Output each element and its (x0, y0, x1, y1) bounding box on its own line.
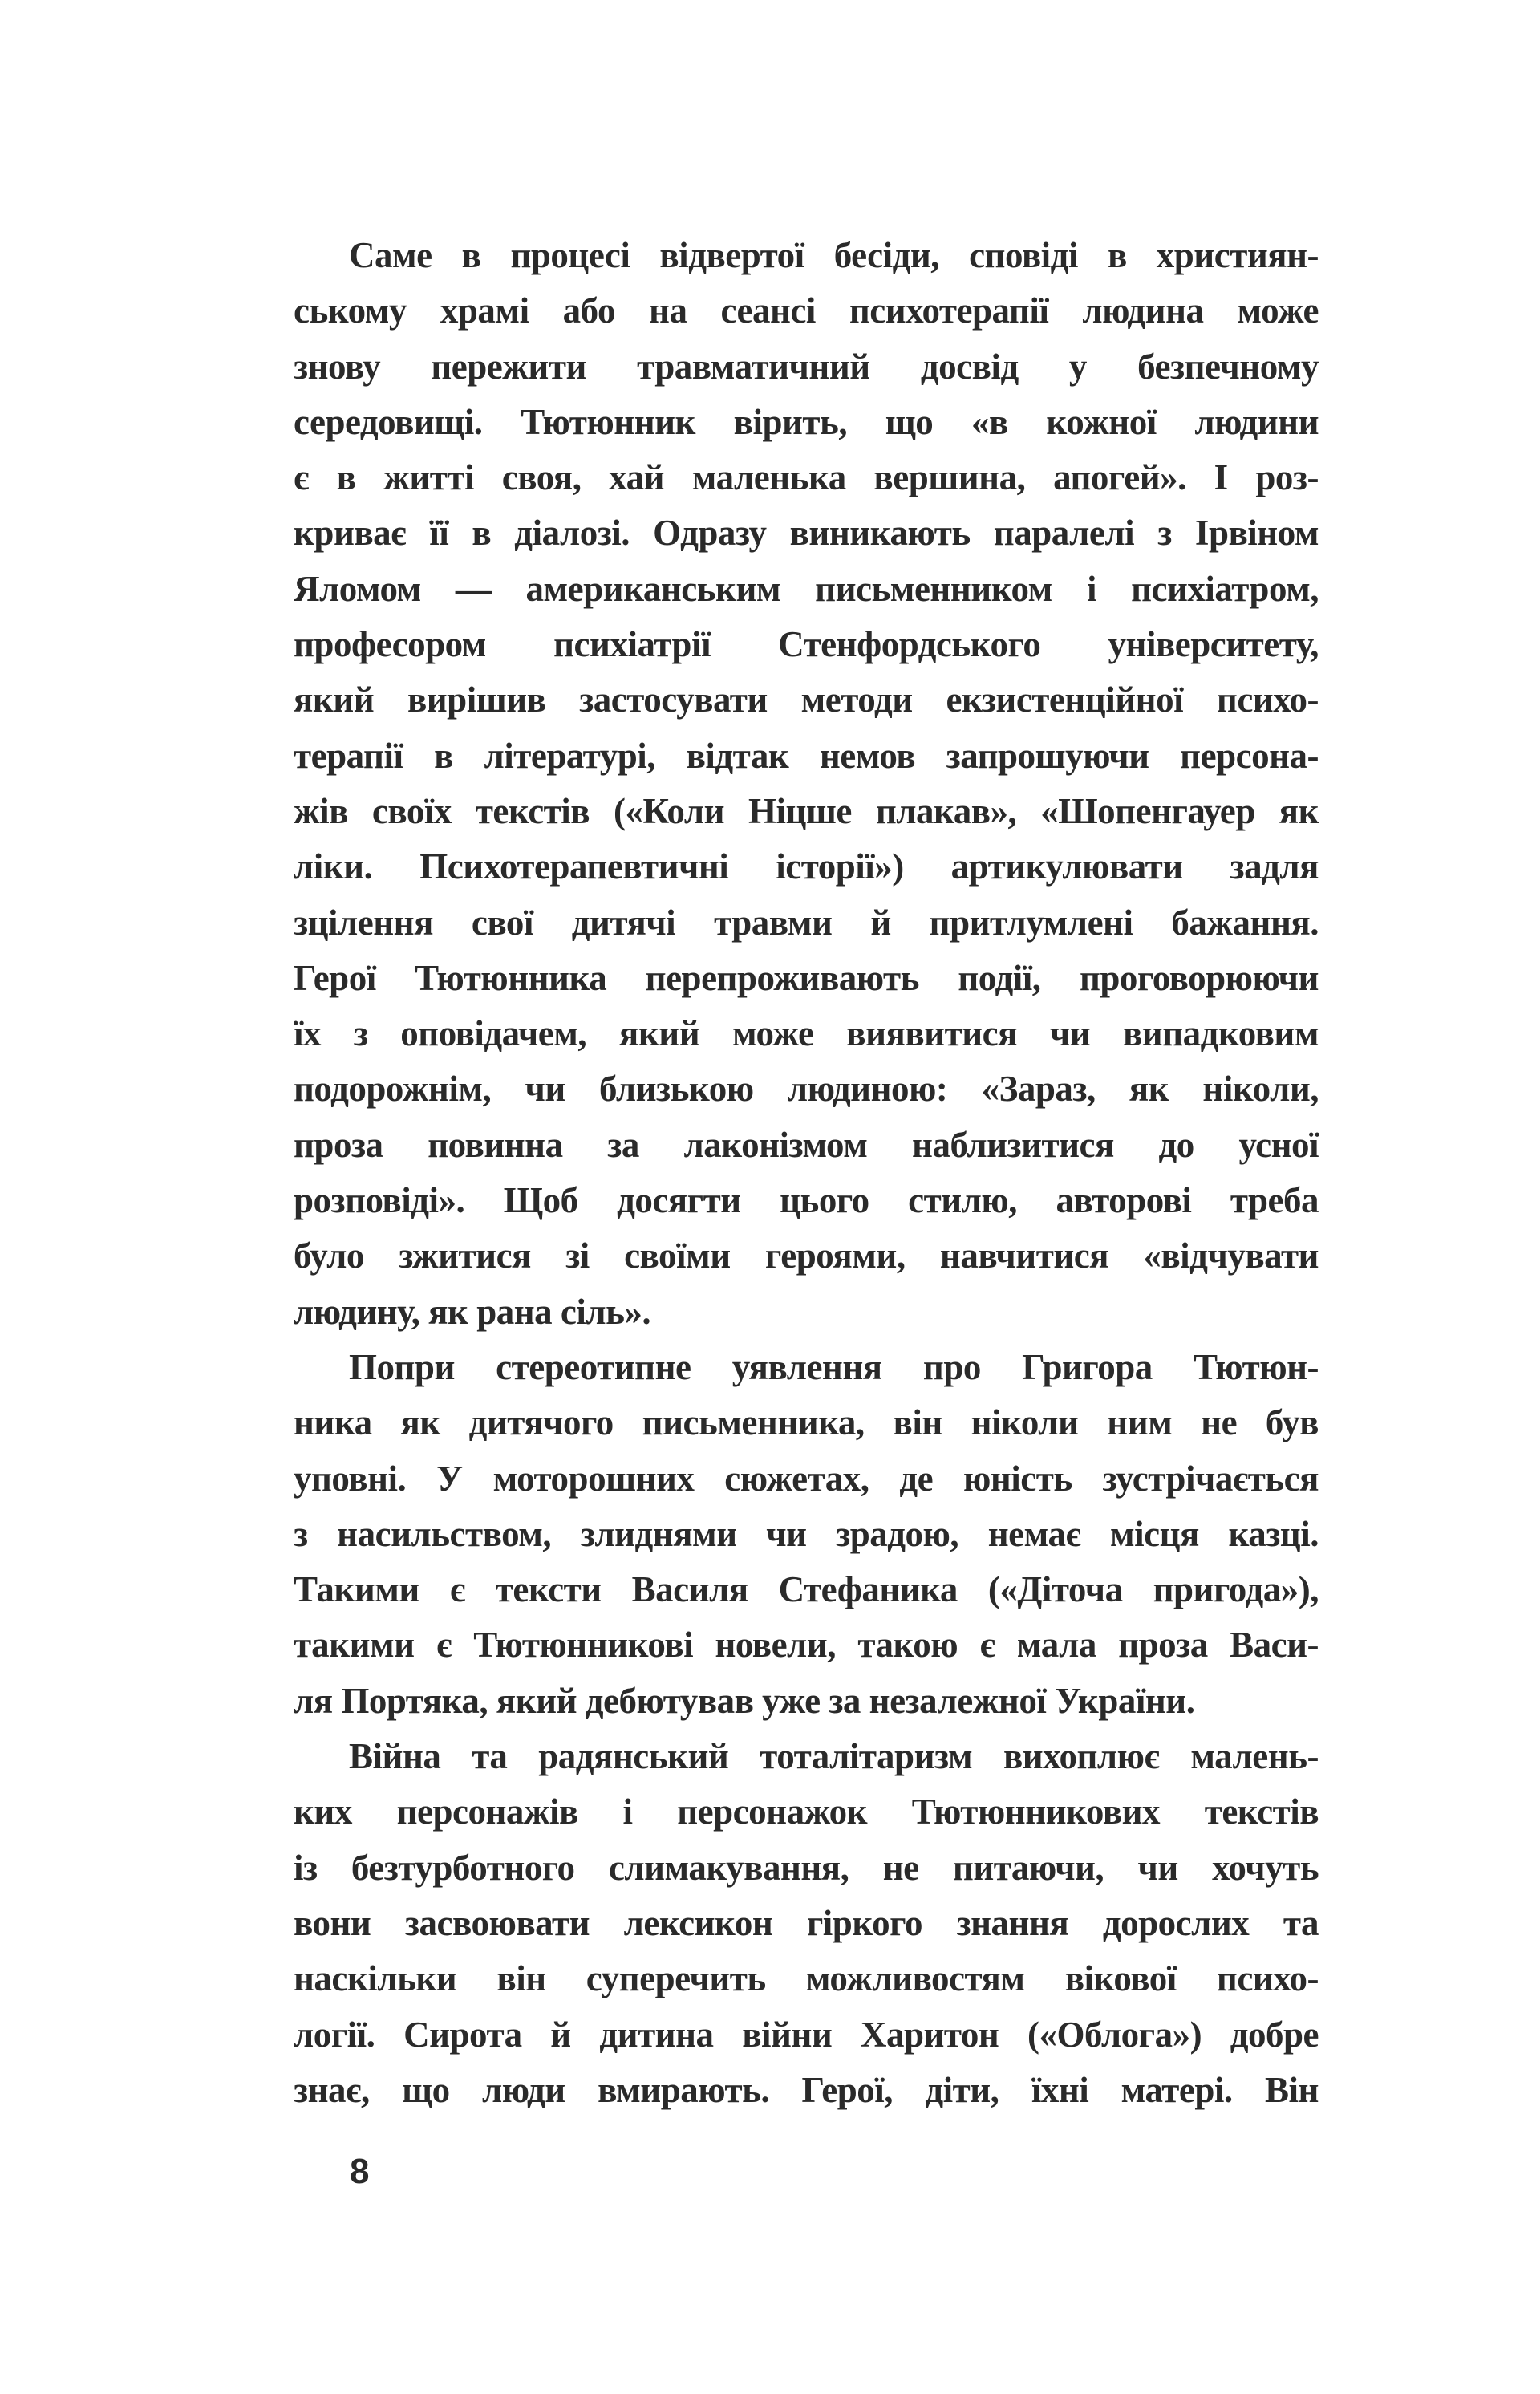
text-line: Яломом — американським письменником і психіатром, (294, 568, 1319, 609)
text-line: криває її в діалозі. Одразу виникають паралелі з Ірвіном (294, 513, 1319, 554)
text-line: професором психіатрії Стенфордського університету, (294, 624, 1319, 665)
text-line: було зжитися зі своїми героями, навчитися «відчувати (294, 1236, 1319, 1276)
text-line: вони засвоювати лексикон гіркого знання дорослих та (294, 1902, 1319, 1943)
text-line: їх з оповідачем, який може виявитися чи випадковим (294, 1013, 1319, 1054)
text-line: Такими є тексти Василя Стефаника («Діточа пригода»), (294, 1569, 1319, 1610)
text-line: Війна та радянський тоталітаризм вихоплює малень- (349, 1736, 1319, 1777)
page-number: 8 (350, 2152, 370, 2191)
text-line: такими є Тютюнникові новели, такою є мала проза Васи- (294, 1625, 1319, 1666)
text-line: є в житті своя, хай маленька вершина, апогей». І роз- (294, 457, 1319, 498)
text-line: знає, що люди вмирають. Герої, діти, їхні матері. Він (294, 2069, 1319, 2110)
text-line: розповіді». Щоб досягти цього стилю, авторові треба (294, 1180, 1319, 1221)
text-line: людину, як рана сіль». (294, 1291, 651, 1332)
text-line: ліки. Психотерапевтичні історії») артикулювати задля (294, 846, 1319, 887)
text-line: з насильством, злиднями чи зрадою, немає місця казці. (294, 1513, 1319, 1554)
text-line: уповні. У моторошних сюжетах, де юність зустрічається (294, 1458, 1319, 1499)
text-line: ника як дитячого письменника, він ніколи ним не був (294, 1402, 1319, 1443)
text-line: Герої Тютюнника перепроживають події, проговорюючи (294, 957, 1319, 998)
text-line: ких персонажів і персонажок Тютюнникових текстів (294, 1791, 1319, 1832)
text-line: Саме в процесі відвертої бесіди, сповіді в християн- (349, 235, 1319, 275)
text-line: терапії в літературі, відтак немов запрошуючи персона- (294, 735, 1319, 776)
book-page-text (294, 228, 1319, 2118)
text-line: подорожнім, чи близькою людиною: «Зараз, як ніколи, (294, 1069, 1319, 1110)
text-line: середовищі. Тютюнник вірить, що «в кожної людини (294, 401, 1319, 442)
text-line: ському храмі або на сеансі психотерапії людина може (294, 290, 1319, 331)
text-line: проза повинна за лаконізмом наблизитися до усної (294, 1124, 1319, 1165)
paragraph (294, 1729, 1319, 2118)
text-line: Попри стереотипне уявлення про Григора Тютюн- (349, 1346, 1319, 1387)
text-line: ля Портяка, який дебютував уже за незалежної України. (294, 1680, 1195, 1721)
text-line: логії. Сирота й дитина війни Харитон («Облога») добре (294, 2014, 1319, 2055)
paragraph (294, 1340, 1319, 1729)
text-line: із безтурботного слимакування, не питаючи, чи хочуть (294, 1847, 1319, 1888)
text-line: який вирішив застосувати методи екзистенційної психо- (294, 680, 1319, 720)
text-line: знову пережити травматичний досвід у безпечному (294, 346, 1319, 387)
text-line: наскільки він суперечить можливостям вікової психо- (294, 1958, 1319, 1999)
paragraph (294, 228, 1319, 1340)
text-line: жів своїх текстів («Коли Ніцше плакав», «Шопенгауер як (294, 790, 1319, 831)
text-line: зцілення свої дитячі травми й притлумлені бажання. (294, 902, 1319, 943)
